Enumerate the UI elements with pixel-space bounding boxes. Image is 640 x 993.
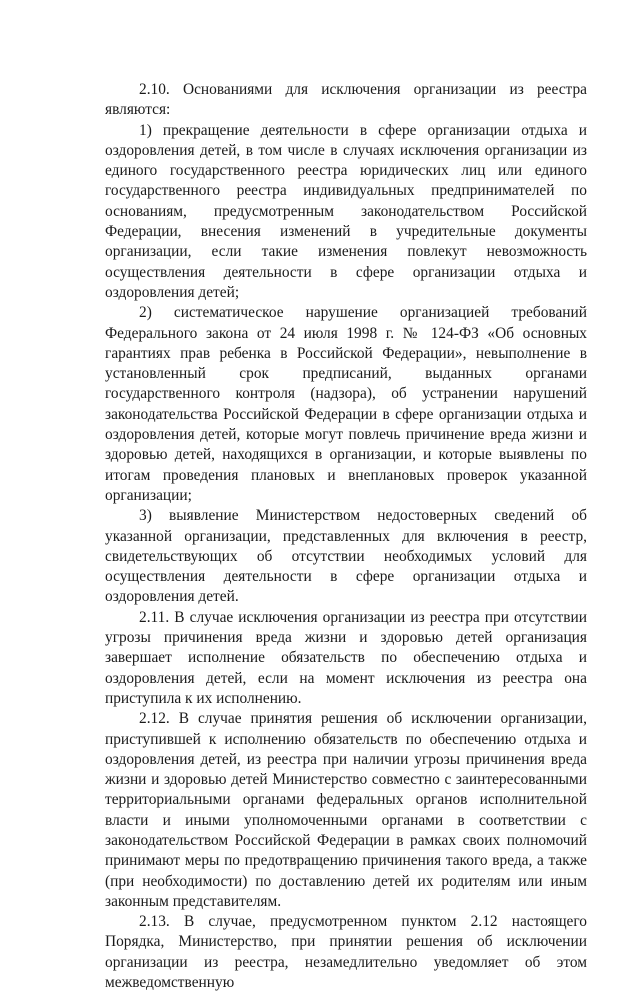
paragraph-2-10-item-3: 3) выявление Министерством недостоверных сведений об указанной организации, представленных для включения в реестр, свидетельствующих об отсутствии необходимых условий для осуществления деятельности в сфере организации отдыха и оздоровления детей.: [105, 507, 587, 606]
paragraph-2-10-item-1: 1) прекращение деятельности в сфере организации отдыха и оздоровления детей, в том числе в случаях исключения организации из единого государственного реестра юридических лиц или единого государственного реестра индивидуальных предпринимателей по основаниям, предусмотренным законодательством Российской Федерации, внесения изменений в учредительные документы организации, если такие изменения повлекут невозможность осуществления деятельности в сфере организации отдыха и оздоровления детей;: [105, 121, 587, 301]
paragraph-2-13: 2.13. В случае, предусмотренном пунктом 2.12 настоящего Порядка, Министерство, при принятии решения об исключении организации из реестра, незамедлительно уведомляет об этом межведомственную: [105, 913, 587, 992]
paragraph-2-12: 2.12. В случае принятия решения об исключении организации, приступившей к исполнению обязательств по обеспечению отдыха и оздоровления детей, из реестра при наличии угрозы причинения вреда жизни и здоровью детей Министерство совместно с заинтересованными территориальными органами федеральных органов исполнительной власти и иными уполномоченными органами в соответствии с законодательством Российской Федерации в рамках своих полномочий принимают меры по предотвращению причинения такого вреда, а также (при необходимости) по доставлению детей их родителям или иным законным представителям.: [105, 710, 587, 910]
paragraph-2-11: 2.11. В случае исключения организации из реестра при отсутствии угрозы причинения вреда жизни и здоровью детей организация завершает исполнение обязательств по обеспечению отдыха и оздоровления детей, если на момент исключения из реестра она приступила к их исполнению.: [105, 608, 587, 707]
paragraph-2-10: 2.10. Основаниями для исключения организации из реестра являются:: [105, 81, 587, 119]
document-body: [105, 80, 587, 993]
paragraph-2-10-item-2: 2) систематическое нарушение организацией требований Федерального закона от 24 июля 1998 г. № 124-ФЗ «Об основных гарантиях прав ребенка в Российской Федерации», невыполнение в установленный срок предписаний, выданных органами государственного контроля (надзора), об устранении нарушений законодательства Российской Федерации в сфере организации отдыха и оздоровления детей, которые могут повлечь причинение вреда жизни и здоровью детей, находящихся в организации, и которые выявлены по итогам проведения плановых и внеплановых проверок указанной организации;: [105, 304, 587, 504]
